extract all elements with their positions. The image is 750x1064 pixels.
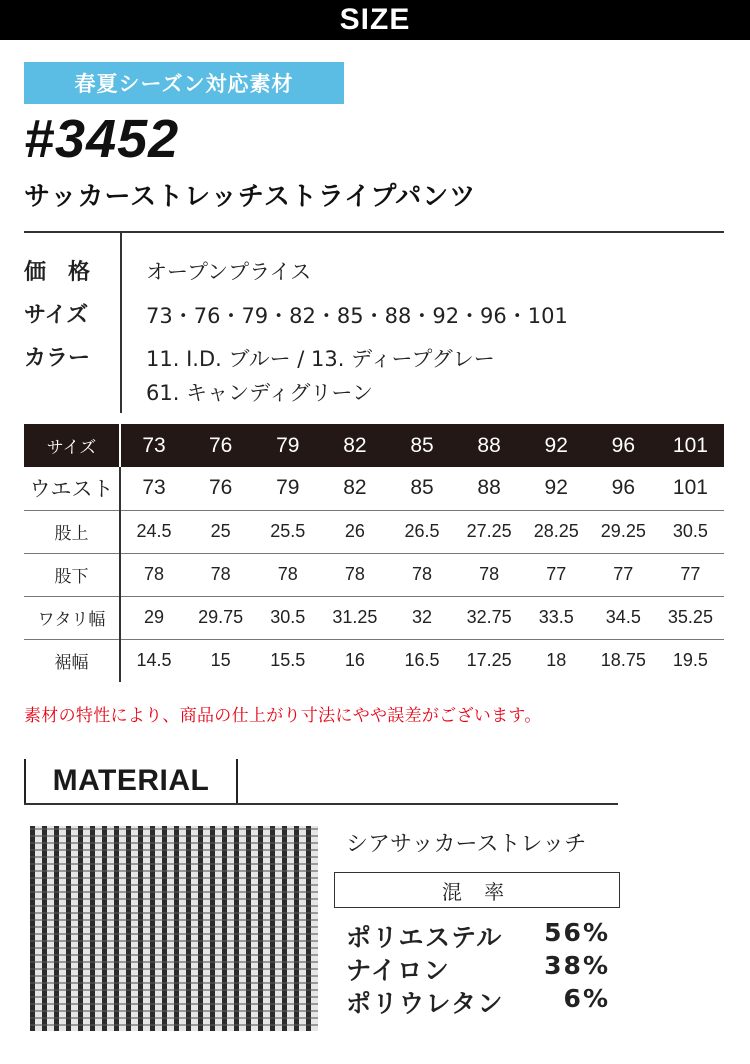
- table-cell: 78: [187, 553, 254, 596]
- table-cell: 77: [523, 553, 590, 596]
- table-cell: 92: [523, 467, 590, 510]
- product-name: サッカーストレッチストライプパンツ: [24, 182, 477, 212]
- table-row-hem: [24, 639, 724, 682]
- table-cell: 17.25: [466, 650, 512, 671]
- size-header-row: [24, 424, 724, 467]
- table-cell: 77: [657, 553, 724, 596]
- table-cell: 30.5: [254, 596, 321, 639]
- row-label: 股上: [24, 510, 120, 553]
- composition-name: ポリウレタン: [346, 989, 505, 1018]
- blend-ratio-header: 混 率: [334, 872, 620, 908]
- season-badge: 春夏シーズン対応素材: [24, 62, 344, 104]
- table-cell: 32: [388, 596, 455, 639]
- size-banner: [0, 0, 750, 40]
- model-number: #3452: [24, 109, 180, 169]
- table-cell: 32.75: [456, 596, 523, 639]
- table-cell: 26: [321, 510, 388, 553]
- composition-percent: 6%: [563, 984, 610, 1013]
- table-cell: 25: [187, 510, 254, 553]
- size-header-cell: 96: [590, 424, 657, 467]
- material-heading: [24, 759, 238, 803]
- row-label: ウエスト: [24, 467, 120, 510]
- size-header-label: サイズ: [24, 424, 120, 467]
- table-cell: 76: [187, 467, 254, 510]
- size-header-cell: 101: [657, 424, 724, 467]
- spec-vertical-divider: [120, 233, 122, 413]
- composition-percent: 56%: [544, 918, 610, 947]
- table-cell: 25.5: [254, 510, 321, 553]
- row-label: ワタリ幅: [24, 596, 120, 639]
- dimension-notice: 素材の特性により、商品の仕上がり寸法にやや誤差がございます。: [24, 706, 542, 726]
- material-divider: [24, 803, 618, 805]
- fabric-swatch-image: [30, 826, 318, 1031]
- table-cell: 15.5: [270, 650, 306, 671]
- composition-percent: 38%: [544, 951, 610, 980]
- table-cell: 18: [546, 650, 567, 671]
- table-cell: 73: [120, 467, 187, 510]
- table-cell: 31.25: [321, 596, 388, 639]
- composition-name: ナイロン: [346, 956, 451, 985]
- table-cell: 29.25: [590, 510, 657, 553]
- size-list: 73・76・79・82・85・88・92・96・101: [146, 304, 568, 328]
- table-row-waist: [24, 467, 724, 510]
- row-label: 裾幅: [24, 639, 120, 682]
- banner-title: SIZE: [339, 3, 411, 36]
- table-cell: 79: [254, 467, 321, 510]
- price-value: オープンプライス: [146, 260, 312, 284]
- table-cell: 78: [388, 553, 455, 596]
- table-cell: 78: [456, 553, 523, 596]
- table-cell: 26.5: [388, 510, 455, 553]
- color-label: カラー: [24, 346, 91, 371]
- size-header-cell: 85: [388, 424, 455, 467]
- table-cell: 35.25: [657, 596, 724, 639]
- table-cell: 30.5: [657, 510, 724, 553]
- table-cell: 27.25: [456, 510, 523, 553]
- table-cell: 77: [590, 553, 657, 596]
- table-cell: 96: [590, 467, 657, 510]
- table-cell: 33.5: [523, 596, 590, 639]
- table-cell: 19.5: [672, 650, 708, 671]
- table-cell: 82: [321, 467, 388, 510]
- price-label: 価 格: [24, 260, 91, 285]
- material-title: MATERIAL: [52, 764, 210, 797]
- table-row-rise: [24, 510, 724, 553]
- table-cell: 101: [657, 467, 724, 510]
- fabric-name: シアサッカーストレッチ: [346, 832, 587, 857]
- table-cell: 16.5: [404, 650, 440, 671]
- table-cell: 34.5: [590, 596, 657, 639]
- table-cell: 78: [254, 553, 321, 596]
- table-row-inseam: [24, 553, 724, 596]
- composition-name: ポリエステル: [346, 923, 503, 952]
- table-cell: 85: [388, 467, 455, 510]
- size-label: サイズ: [24, 303, 89, 328]
- color-line-2: 61. キャンディグリーン: [146, 381, 373, 405]
- table-cell: 28.25: [523, 510, 590, 553]
- size-header-cell: 92: [523, 424, 590, 467]
- size-header-cell: 79: [254, 424, 321, 467]
- table-cell: 29.75: [187, 596, 254, 639]
- table-row-thigh: [24, 596, 724, 639]
- size-header-cell: 73: [120, 424, 187, 467]
- table-cell: 78: [120, 553, 187, 596]
- table-cell: 88: [456, 467, 523, 510]
- size-header-cell: 76: [187, 424, 254, 467]
- table-cell: 78: [321, 553, 388, 596]
- table-cell: 18.75: [600, 650, 646, 671]
- size-header-cell: 88: [456, 424, 523, 467]
- table-cell: 15: [210, 650, 231, 671]
- table-cell: 16: [344, 650, 365, 671]
- table-cell: 29: [120, 596, 187, 639]
- size-chart-table: [24, 424, 724, 682]
- color-line-1: 11. I.D. ブルー / 13. ディープグレー: [146, 347, 495, 371]
- row-label: 股下: [24, 553, 120, 596]
- size-header-cell: 82: [321, 424, 388, 467]
- spec-top-divider: [24, 231, 724, 233]
- table-cell: 14.5: [136, 650, 172, 671]
- table-cell: 24.5: [120, 510, 187, 553]
